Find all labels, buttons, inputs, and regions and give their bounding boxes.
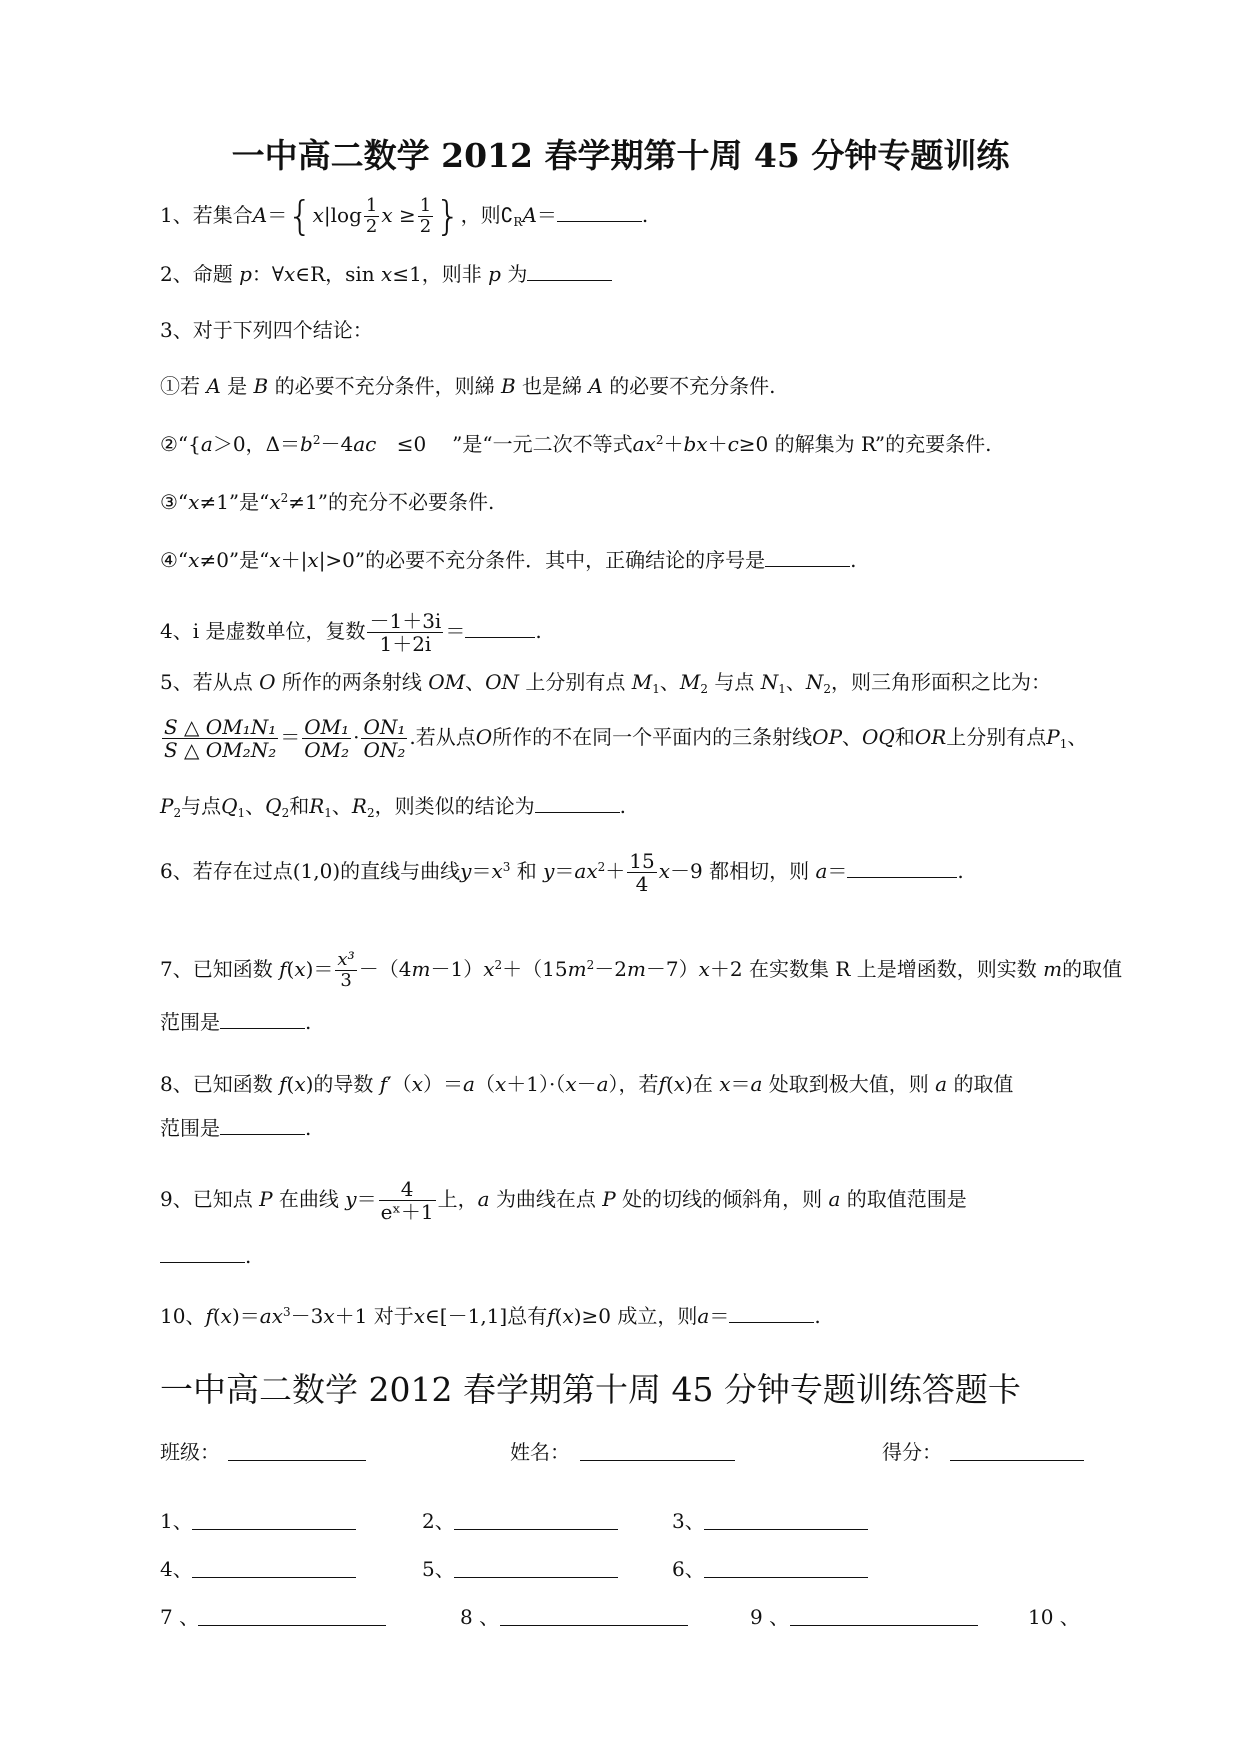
answer-label-9: 9 、 <box>750 1605 790 1629</box>
answer-label-6: 6、 <box>672 1557 705 1581</box>
score-field[interactable] <box>950 1460 1084 1461</box>
score-label: 得分： <box>882 1440 942 1464</box>
question-7-line2: 范围是 . <box>160 1010 312 1034</box>
page-title: 一中高二数学 2012 春学期第十周 45 分钟专题训练 <box>231 136 1010 175</box>
answer-label-3: 3、 <box>672 1509 705 1533</box>
answer-field-5[interactable] <box>454 1577 618 1578</box>
answer-label-8: 8 、 <box>460 1605 500 1629</box>
answer-field-3[interactable] <box>704 1529 868 1530</box>
question-6: 6、若存在过点(1,0)的直线与曲线$y=x^3$ 和 $y=ax^2+$ $\frac{15}{4}$ x－9 都相切，则 a＝ . <box>160 849 964 896</box>
answer-field-9[interactable] <box>790 1625 978 1626</box>
answer-blank[interactable] <box>557 203 642 222</box>
question-9-line2: . <box>160 1244 251 1268</box>
answer-field-8[interactable] <box>500 1625 688 1626</box>
question-1: 1、若集合A＝{x|log $\frac{1}{2}$ x ≥ $\frac{1}{2}$ }，则$∁_RA=$ . <box>160 193 649 240</box>
name-label: 姓名： <box>510 1440 570 1464</box>
statement-1: ①若 A 是 B 的必要不充分条件，则綈 B 也是綈 A 的必要不充分条件. <box>160 374 776 398</box>
answer-blank[interactable] <box>847 859 957 878</box>
answer-field-7[interactable] <box>198 1625 386 1626</box>
question-3-intro: 3、对于下列四个结论： <box>160 318 373 342</box>
answer-label-1: 1、 <box>160 1509 193 1533</box>
answer-field-2[interactable] <box>454 1529 618 1530</box>
statement-3: ③“x≠1”是“$x^2\ne 1$”的充分不必要条件. <box>160 490 495 514</box>
answer-field-1[interactable] <box>192 1529 356 1530</box>
answer-blank[interactable] <box>527 262 612 281</box>
answer-blank[interactable] <box>220 1010 305 1029</box>
answer-label-4: 4、 <box>160 1557 193 1581</box>
question-5: 5、若从点 O 所作的两条射线 OM、ON 上分别有点 $M_1$、$M_2$ 与点 $N_1$、$N_2$，则三角形面积之比为： <box>160 670 1051 696</box>
name-field[interactable] <box>580 1460 735 1461</box>
question-8: 8、已知函数 f(x)的导数 f′（x）＝a（x＋1）·（x－a），若f(x)在 x＝a 处取到极大值，则 a 的取值 <box>160 1072 1014 1096</box>
answer-label-2: 2、 <box>422 1509 455 1533</box>
question-4: 4、i 是虚数单位，复数 $\frac{-1+3i}{1+2i}$ ＝ . <box>160 609 542 656</box>
answer-field-6[interactable] <box>704 1577 868 1578</box>
answer-label-10: 10 、 <box>1028 1605 1080 1629</box>
answer-label-7: 7 、 <box>160 1605 200 1629</box>
question-2: 2、命题 p：∀x∈R，sin x≤1，则非 p 为 <box>160 262 612 286</box>
question-9: 9、已知点 P 在曲线 y＝ $\frac{4}{\text{eˣ＋1}}$ 上，a 为曲线在点 P 处的切线的倾斜角，则 a 的取值范围是 <box>160 1177 967 1224</box>
question-5-conclusion: $P_2$与点$Q_1$、$Q_2$和$R_1$、$R_2$，则类似的结论为 . <box>160 794 626 820</box>
answer-blank[interactable] <box>160 1244 245 1263</box>
answer-blank[interactable] <box>729 1304 814 1323</box>
question-8-line2: 范围是 . <box>160 1116 312 1140</box>
question-10: 10、$f(x)=ax^3-3x+1$ 对于x∈[－1,1]总有f(x)≥0 成立，则a＝ . <box>160 1304 821 1328</box>
question-5-formula: $\frac{\text{S △ OM₁N₁}}{\text{S △ OM₂N₂}}$ ＝ $\frac{\text{OM₁}}{\text{OM₂}}$ · $\frac{\text{ON₁}}{\text{ON₂}}$ .若从点O所作的不在同一个平面内的三条射线OP、OQ和OR上分别有点$P_1$、 <box>164 715 1088 762</box>
answer-label-5: 5、 <box>422 1557 455 1581</box>
class-field[interactable] <box>228 1460 366 1461</box>
answer-card-title: 一中高二数学 2012 春学期第十周 45 分钟专题训练答题卡 <box>160 1370 1021 1409</box>
answer-blank[interactable] <box>765 548 850 567</box>
answer-blank[interactable] <box>465 619 535 638</box>
question-7: 7、已知函数 f(x)＝ $\frac{\text{x³}}{3}$ $-(4m-1)x^2+(15m^2-2m-7)x+2$ 在实数集 R 上是增函数，则实数 m的取值 <box>160 949 1123 991</box>
answer-blank[interactable] <box>220 1116 305 1135</box>
statement-4: ④“x≠0”是“x＋|x|>0”的必要不充分条件．其中，正确结论的序号是 . <box>160 548 857 572</box>
answer-field-4[interactable] <box>192 1577 356 1578</box>
statement-2: ②“{a＞0，$\Delta=b^2-4ac \le 0$ ”是“一元二次不等式$ax^2+bx+c\ge 0$ 的解集为 R”的充要条件. <box>160 432 992 456</box>
class-label: 班级： <box>160 1440 220 1464</box>
answer-blank[interactable] <box>535 794 620 813</box>
